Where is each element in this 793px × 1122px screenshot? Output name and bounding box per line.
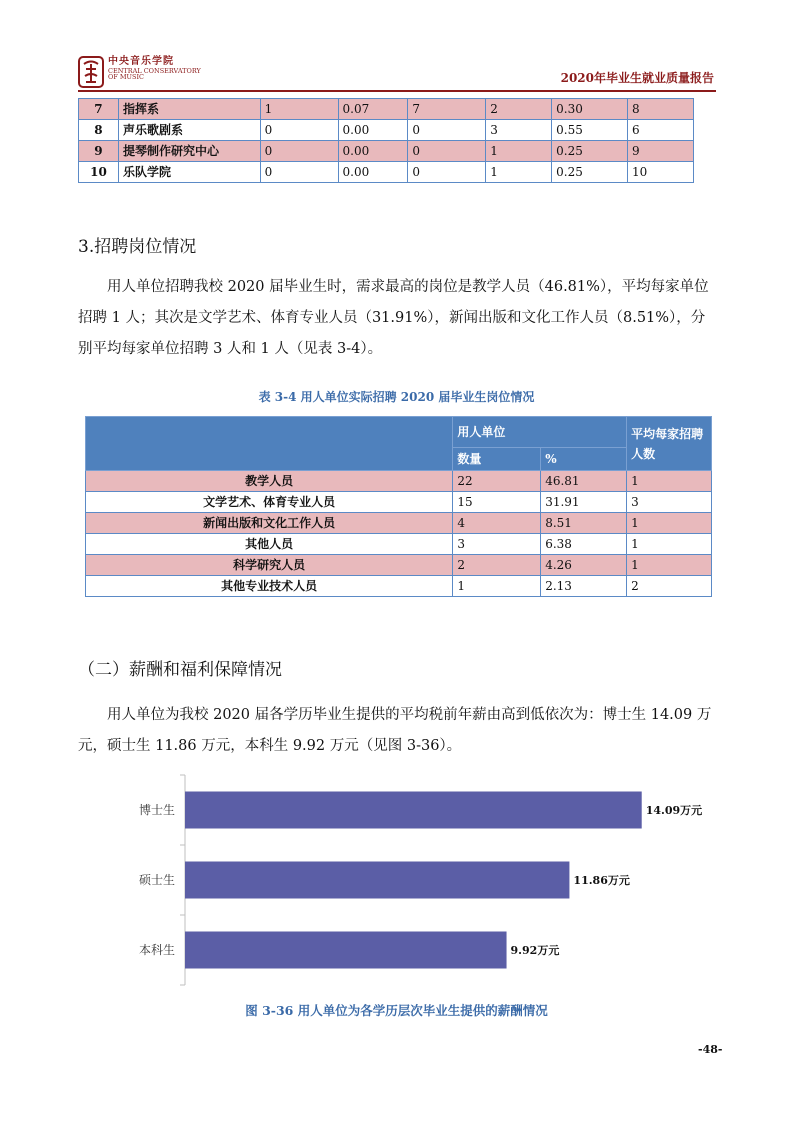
cell-pct: 6.38 (541, 534, 627, 555)
cell-c4: 2 (486, 99, 552, 120)
bar (185, 932, 507, 969)
cell-count: 3 (453, 534, 541, 555)
chart-caption: 图 3-36 用人单位为各学历层次毕业生提供的薪酬情况 (245, 1003, 548, 1018)
college-table (78, 98, 694, 183)
header-blank (86, 417, 453, 471)
logo-cn: 中央音乐学院 (108, 56, 174, 67)
table-caption: 表 3-4 用人单位实际招聘 2020 届毕业生岗位情况 (258, 390, 535, 404)
cell-label: 其他人员 (86, 534, 453, 555)
cell-c4: 3 (486, 120, 552, 141)
table-row (86, 471, 712, 492)
cell-c5: 0.25 (552, 162, 628, 183)
cell-no: 7 (79, 99, 119, 120)
cell-label: 文学艺术、体育专业人员 (86, 492, 453, 513)
data-label: 9.92万元 (510, 944, 560, 957)
cell-pct: 2.13 (541, 576, 627, 597)
cell-pct: 4.26 (541, 555, 627, 576)
table-row (86, 534, 712, 555)
cell-avg: 1 (627, 555, 712, 576)
cell-c2: 0.00 (338, 162, 408, 183)
cell-label: 教学人员 (86, 471, 453, 492)
header-divider (78, 90, 716, 92)
cell-c3: 7 (408, 99, 486, 120)
header-employer: 用人单位 (453, 417, 627, 448)
table-row (79, 162, 694, 183)
section-title-recruit: 3.招聘岗位情况 (78, 237, 197, 257)
table-row (79, 120, 694, 141)
logo-en-line1: CENTRAL CONSERVATORY (108, 66, 201, 75)
cell-c1: 0 (260, 141, 338, 162)
logo-en-line2: OF MUSIC (108, 73, 145, 82)
logo-text (108, 57, 201, 81)
cell-c1: 0 (260, 162, 338, 183)
cell-avg: 1 (627, 534, 712, 555)
recruit-table (85, 416, 712, 597)
cell-pct: 8.51 (541, 513, 627, 534)
recruit-table-body (86, 471, 712, 597)
cell-avg: 1 (627, 513, 712, 534)
header-pct: % (541, 448, 627, 471)
page-number: -48- (698, 1043, 723, 1056)
cell-c3: 0 (408, 120, 486, 141)
cell-avg: 2 (627, 576, 712, 597)
cell-c5: 0.30 (552, 99, 628, 120)
cell-name: 乐队学院 (118, 162, 260, 183)
cell-avg: 3 (627, 492, 712, 513)
college-table-body (79, 99, 694, 183)
paragraph-recruit-text: 用人单位招聘我校 2020 届毕业生时，需求最高的岗位是教学人员（46.81%），平均每家单位招聘 1 人；其次是文学艺术、体育专业人员（31.91%），新闻出版和文化工作人员（8.51%），分别平均每家单位招聘 3 人和 1 人（见表 3-4）。 (78, 279, 709, 357)
cell-c2: 0.07 (338, 99, 408, 120)
cell-avg: 1 (627, 471, 712, 492)
header-avg: 平均每家招聘人数 (627, 417, 712, 471)
cell-c5: 0.25 (552, 141, 628, 162)
data-label: 14.09万元 (645, 804, 703, 817)
table-row (86, 555, 712, 576)
cell-c4: 1 (486, 162, 552, 183)
cell-c1: 1 (260, 99, 338, 120)
cell-count: 1 (453, 576, 541, 597)
cell-c6: 10 (628, 162, 694, 183)
cell-no: 9 (79, 141, 119, 162)
category-label: 本科生 (138, 943, 175, 957)
cell-c5: 0.55 (552, 120, 628, 141)
salary-chart (130, 775, 710, 985)
table-row (79, 99, 694, 120)
data-label: 11.86万元 (573, 874, 630, 887)
bar (185, 792, 642, 829)
category-label: 博士生 (138, 803, 175, 817)
cell-c4: 1 (486, 141, 552, 162)
page-header (78, 52, 716, 92)
paragraph-salary (78, 700, 718, 762)
table-row (86, 492, 712, 513)
cell-count: 22 (453, 471, 541, 492)
conservatory-logo-icon (78, 56, 104, 88)
cell-label: 新闻出版和文化工作人员 (86, 513, 453, 534)
cell-c6: 9 (628, 141, 694, 162)
cell-c6: 6 (628, 120, 694, 141)
cell-name: 提琴制作研究中心 (118, 141, 260, 162)
cell-label: 科学研究人员 (86, 555, 453, 576)
cell-no: 8 (79, 120, 119, 141)
cell-c2: 0.00 (338, 141, 408, 162)
cell-c3: 0 (408, 162, 486, 183)
table-row (79, 141, 694, 162)
cell-c6: 8 (628, 99, 694, 120)
cell-name: 指挥系 (118, 99, 260, 120)
cell-label: 其他专业技术人员 (86, 576, 453, 597)
header-count: 数量 (453, 448, 541, 471)
section-title-salary: （二）薪酬和福利保障情况 (78, 660, 282, 680)
cell-no: 10 (79, 162, 119, 183)
cell-c2: 0.00 (338, 120, 408, 141)
cell-pct: 46.81 (541, 471, 627, 492)
cell-c3: 0 (408, 141, 486, 162)
cell-count: 15 (453, 492, 541, 513)
salary-chart-svg (130, 775, 710, 985)
paragraph-recruit (78, 272, 718, 365)
report-title: 2020年毕业生就业质量报告 (560, 71, 714, 85)
bar (185, 862, 569, 899)
paragraph-salary-text: 用人单位为我校 2020 届各学历毕业生提供的平均税前年薪由高到低依次为：博士生 14.09 万元，硕士生 11.86 万元，本科生 9.92 万元（见图 3-36）。 (78, 707, 712, 754)
cell-c1: 0 (260, 120, 338, 141)
table-row (86, 513, 712, 534)
cell-count: 2 (453, 555, 541, 576)
table-row (86, 576, 712, 597)
cell-pct: 31.91 (541, 492, 627, 513)
cell-count: 4 (453, 513, 541, 534)
cell-name: 声乐歌剧系 (118, 120, 260, 141)
category-label: 硕士生 (138, 873, 175, 887)
